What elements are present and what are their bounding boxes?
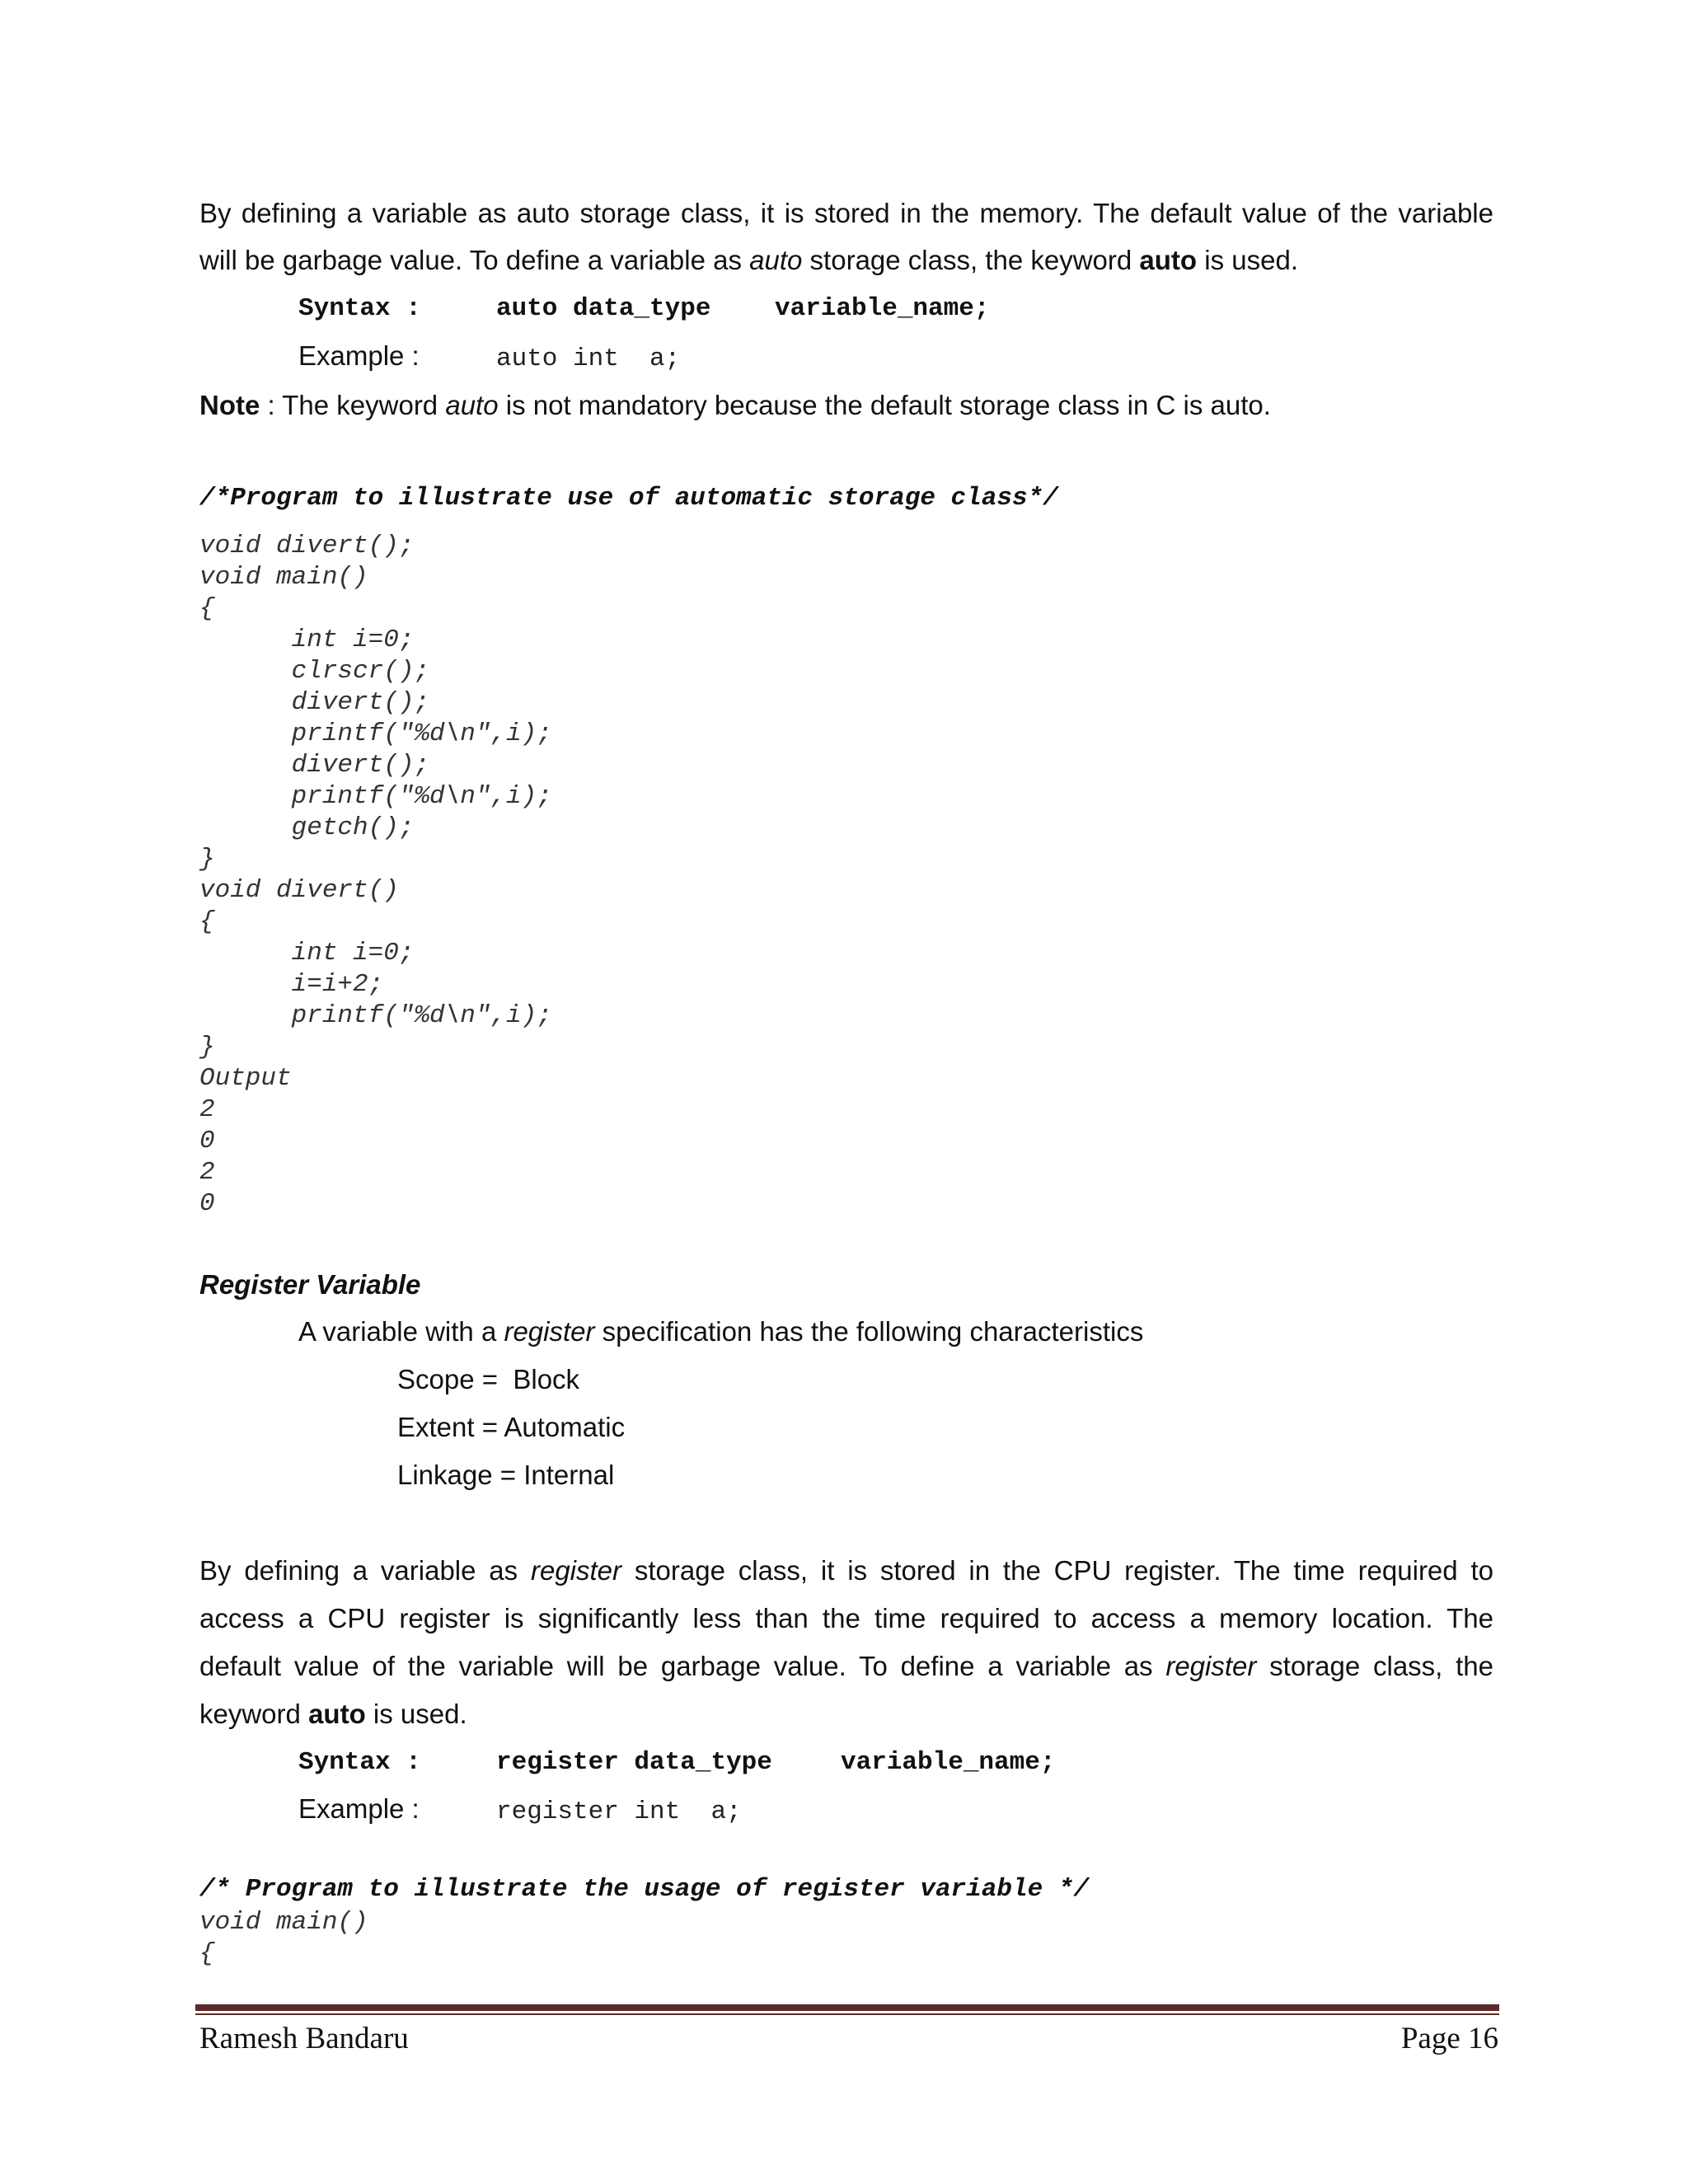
program1-line: i=i+2; — [199, 970, 384, 999]
program1-line: int i=0; — [199, 939, 415, 968]
register-para-line-2: access a CPU register is significantly less than the time required to access a memory location. The — [199, 1603, 1493, 1633]
program1-line: { — [199, 594, 215, 623]
program2-comment: /* Program to illustrate the usage of register variable */ — [199, 1875, 1089, 1904]
program1-line: 2 — [199, 1095, 215, 1124]
text-run: By defining a variable as — [199, 1555, 531, 1586]
register-scope: Scope = Block — [397, 1364, 580, 1394]
text-em: register — [1165, 1651, 1257, 1681]
register-syntax-var: variable_name; — [841, 1748, 1056, 1777]
text-run: : The keyword — [260, 390, 446, 420]
text-em: auto — [749, 245, 803, 275]
register-heading: Register Variable — [199, 1269, 421, 1300]
text-run: storage class, the — [1256, 1651, 1493, 1681]
register-linkage: Linkage = Internal — [397, 1460, 615, 1490]
program1-line: 0 — [199, 1127, 215, 1155]
note-label: Note — [199, 390, 260, 420]
program1-line: } — [199, 1033, 215, 1062]
program1-line: 2 — [199, 1158, 215, 1187]
text-em: auto — [445, 390, 499, 420]
register-syntax-value: register data_type — [496, 1748, 772, 1777]
program1-comment: /*Program to illustrate use of automatic storage class*/ — [199, 484, 1058, 513]
program1-line: getch(); — [199, 813, 415, 842]
register-extent: Extent = Automatic — [397, 1412, 626, 1442]
text-run: storage class, it is stored in the CPU register. The time required to — [621, 1555, 1493, 1586]
program1-line: printf("%d\n",i); — [199, 719, 552, 748]
footer-author: Ramesh Bandaru — [199, 2022, 409, 2055]
text-run: is used. — [365, 1699, 467, 1729]
register-intro — [298, 1316, 1143, 1347]
program1-line: { — [199, 907, 215, 936]
program1-line: int i=0; — [199, 626, 415, 654]
program1-line: divert(); — [199, 751, 430, 780]
auto-example-label: Example : — [298, 340, 420, 371]
auto-syntax-label: Syntax : — [298, 294, 421, 323]
program1-line: clrscr(); — [199, 657, 430, 686]
auto-para-line-2 — [199, 245, 1298, 276]
auto-para-line-1: By defining a variable as auto storage class, it is stored in the memory. The default value of the variable — [199, 198, 1493, 228]
text-em: register — [504, 1316, 595, 1347]
auto-syntax-value: auto data_type — [496, 294, 711, 323]
program1-line: void main() — [199, 563, 368, 592]
program1-line: Output — [199, 1064, 292, 1093]
text-run: keyword — [199, 1699, 309, 1729]
footer-page-number: Page 16 — [1400, 2022, 1498, 2055]
program2-line: void main() — [199, 1908, 368, 1937]
auto-syntax-var: variable_name; — [775, 294, 990, 323]
register-example-value: register int a; — [496, 1797, 742, 1826]
register-para-line-3 — [199, 1651, 1493, 1682]
program1-line: printf("%d\n",i); — [199, 1001, 552, 1030]
register-para-line-1 — [199, 1555, 1493, 1586]
text-run: specification has the following characteristics — [594, 1316, 1144, 1347]
text-run: storage class, the keyword — [802, 245, 1140, 275]
program1-line: void divert(); — [199, 532, 415, 560]
text-run: is used. — [1197, 245, 1298, 275]
program1-line: void divert() — [199, 876, 399, 905]
register-para-line-4 — [199, 1699, 467, 1730]
program1-line: divert(); — [199, 688, 430, 717]
auto-example-value: auto int a; — [496, 344, 681, 373]
footer-rule-thick — [195, 2004, 1499, 2011]
program1-line: printf("%d\n",i); — [199, 782, 552, 811]
auto-note — [199, 390, 1271, 421]
text-bold: auto — [1139, 245, 1198, 275]
register-example-label: Example : — [298, 1793, 420, 1824]
text-em: register — [530, 1555, 622, 1586]
program2-line: { — [199, 1939, 215, 1968]
text-run: A variable with a — [298, 1316, 504, 1347]
text-run: default value of the variable will be garbage value. To define a variable as — [199, 1651, 1166, 1681]
program1-line: } — [199, 845, 215, 874]
register-syntax-label: Syntax : — [298, 1748, 421, 1777]
text-run: is not mandatory because the default storage class in C is auto. — [498, 390, 1271, 420]
text-bold: auto — [308, 1699, 366, 1729]
program1-line: 0 — [199, 1189, 215, 1218]
text-run: will be garbage value. To define a variable as — [199, 245, 750, 275]
footer-rule-thin — [195, 2013, 1499, 2015]
